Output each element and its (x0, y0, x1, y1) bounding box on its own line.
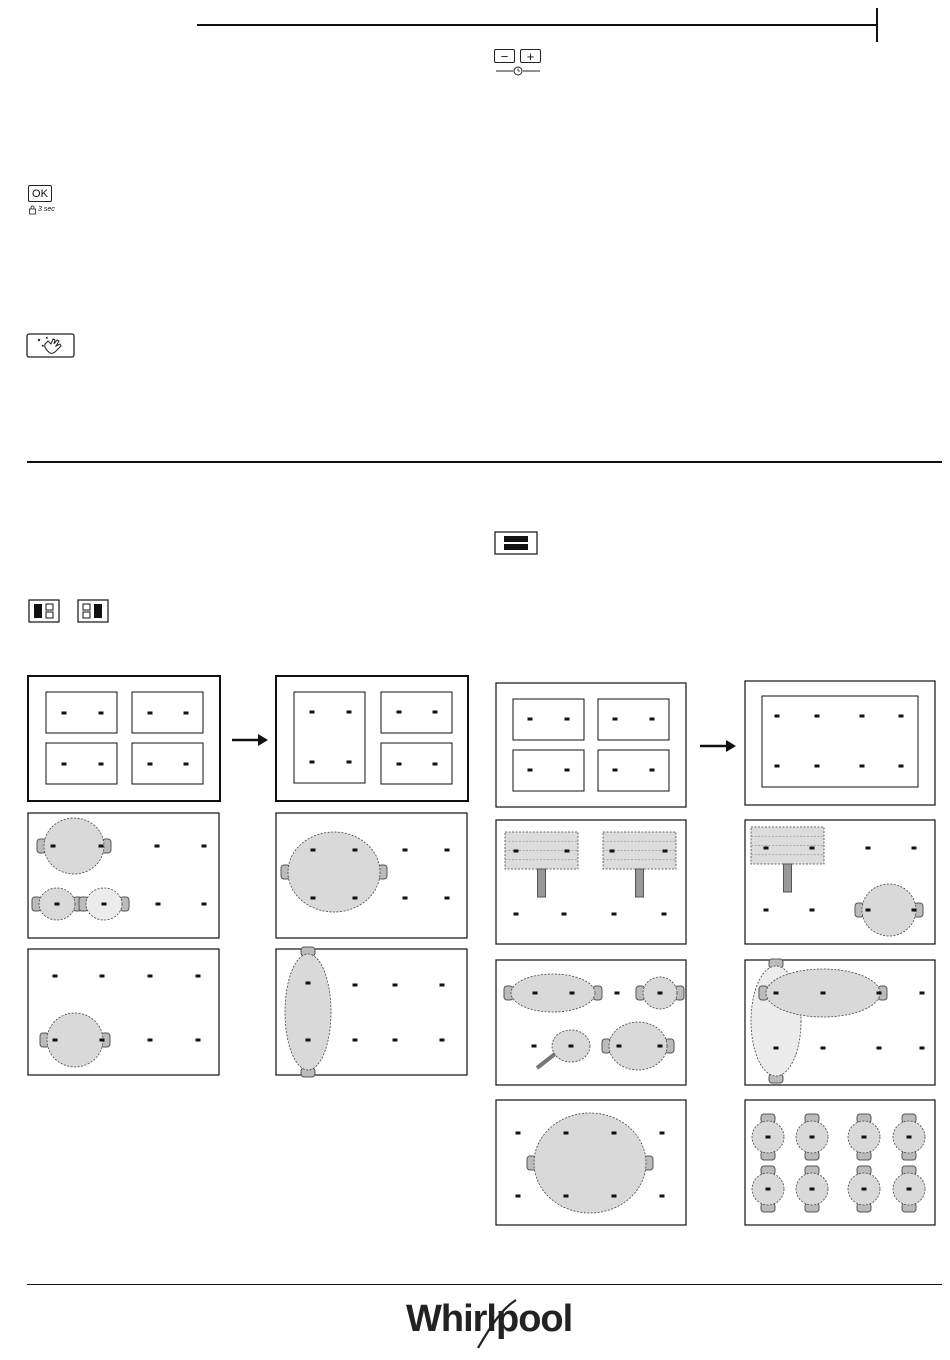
zone-marker (815, 765, 820, 768)
zone-marker (612, 913, 617, 916)
zone-marker (393, 984, 398, 987)
zone-marker (347, 761, 352, 764)
zone-marker (516, 1132, 521, 1135)
pan (285, 954, 331, 1070)
zone-marker (766, 1188, 771, 1191)
zone-marker (62, 712, 67, 715)
zone-marker (532, 1045, 537, 1048)
zone-marker (397, 711, 402, 714)
zone-marker (403, 849, 408, 852)
zone-marker (514, 850, 519, 853)
brand-logo: Whirlpool (406, 1298, 573, 1340)
zone-marker (202, 903, 207, 906)
zone-marker (433, 763, 438, 766)
zone-marker (156, 903, 161, 906)
cooking-zone-diagrams (0, 660, 950, 1240)
zone-marker (514, 913, 519, 916)
zone-marker (866, 909, 871, 912)
zone-marker (99, 712, 104, 715)
cooktop-frame (745, 681, 935, 805)
zone-marker (148, 712, 153, 715)
zone-marker (613, 718, 618, 721)
zone-marker (564, 1195, 569, 1198)
zone-marker (775, 765, 780, 768)
zone-marker (565, 718, 570, 721)
zone-marker (821, 1047, 826, 1050)
zone-marker (764, 847, 769, 850)
zone-marker (353, 849, 358, 852)
pan (288, 832, 380, 912)
zone-marker (810, 1136, 815, 1139)
zone-marker (658, 992, 663, 995)
zone-marker (860, 715, 865, 718)
zone-marker (650, 718, 655, 721)
zone-marker (148, 975, 153, 978)
cooktop-frame (28, 676, 220, 801)
zone-marker (860, 765, 865, 768)
zone-marker (565, 850, 570, 853)
zone-marker (528, 769, 533, 772)
ok-key: OK (28, 185, 52, 202)
zone-marker (100, 1039, 105, 1042)
zone-marker (617, 1045, 622, 1048)
zone-marker (62, 763, 67, 766)
zone-marker (353, 984, 358, 987)
zone-marker (440, 1039, 445, 1042)
zone-marker (877, 1047, 882, 1050)
zone-marker (393, 1039, 398, 1042)
zone-marker (613, 769, 618, 772)
flexi-right-zone-icon (77, 599, 109, 623)
zone-marker (196, 975, 201, 978)
zone-marker (528, 718, 533, 721)
zone-marker (569, 1045, 574, 1048)
timer-icon (494, 64, 542, 78)
zone-marker (397, 763, 402, 766)
zone-marker (564, 1132, 569, 1135)
zone-marker (920, 1047, 925, 1050)
zone-marker (445, 849, 450, 852)
zone-marker (196, 1039, 201, 1042)
zone-marker (774, 992, 779, 995)
zone-marker (570, 992, 575, 995)
zone-marker (877, 992, 882, 995)
zone-marker (516, 1195, 521, 1198)
zone-marker (51, 845, 56, 848)
grill-handle (538, 869, 546, 897)
zone-marker (912, 909, 917, 912)
zone-marker (660, 1132, 665, 1135)
cleaning-hand-icon (26, 333, 76, 359)
lock-icon (28, 205, 38, 215)
zone-marker (306, 1039, 311, 1042)
zone-marker (102, 903, 107, 906)
zone-marker (658, 1045, 663, 1048)
zone-marker (53, 1039, 58, 1042)
zone-marker (610, 850, 615, 853)
grill-handle (784, 864, 792, 892)
zone-marker (815, 715, 820, 718)
pan (511, 974, 595, 1012)
zone-marker (440, 984, 445, 987)
zone-marker (862, 1188, 867, 1191)
zone-marker (899, 765, 904, 768)
full-flexi-zone-icon (494, 531, 538, 555)
zone-marker (310, 711, 315, 714)
zone-marker (766, 1136, 771, 1139)
zone-marker (775, 715, 780, 718)
zone-marker (347, 711, 352, 714)
zone-marker (100, 975, 105, 978)
zone-marker (353, 897, 358, 900)
zone-marker (55, 903, 60, 906)
zone-marker (810, 847, 815, 850)
zone-marker (810, 909, 815, 912)
brand-swoosh (470, 1296, 530, 1356)
zone-marker (866, 847, 871, 850)
zone-marker (433, 711, 438, 714)
zone-marker (533, 992, 538, 995)
zone-marker (899, 715, 904, 718)
zone-marker (562, 913, 567, 916)
arrow-head (258, 734, 268, 746)
grill-handle (636, 869, 644, 897)
zone-marker (565, 769, 570, 772)
zone-marker (99, 763, 104, 766)
zone-marker (907, 1136, 912, 1139)
zone-marker (445, 897, 450, 900)
zone-marker (650, 769, 655, 772)
zone-marker (155, 845, 160, 848)
zone-marker (403, 897, 408, 900)
zone-marker (311, 897, 316, 900)
zone-marker (810, 1188, 815, 1191)
zone-marker (821, 992, 826, 995)
zone-marker (148, 1039, 153, 1042)
zone-marker (862, 1136, 867, 1139)
section-rule (27, 461, 942, 463)
flexi-left-zone-icon (28, 599, 60, 623)
zone-marker (612, 1195, 617, 1198)
zone-marker (920, 992, 925, 995)
zone-marker (53, 975, 58, 978)
zone-marker (907, 1188, 912, 1191)
top-rule-end (876, 8, 878, 42)
zone-marker (99, 845, 104, 848)
zone-marker (615, 992, 620, 995)
cooktop-frame (276, 676, 468, 801)
footer-rule (27, 1284, 942, 1285)
zone-marker (662, 913, 667, 916)
lock-duration-label: 3 sec (38, 206, 55, 213)
zone-marker (912, 847, 917, 850)
arrow-head (726, 740, 736, 752)
zone-marker (764, 909, 769, 912)
zone-marker (660, 1195, 665, 1198)
cooktop-frame (496, 683, 686, 807)
zone-marker (306, 982, 311, 985)
zone-marker (353, 1039, 358, 1042)
minus-key: − (494, 49, 515, 63)
top-rule (197, 24, 877, 26)
zone-marker (184, 763, 189, 766)
zone-marker (148, 763, 153, 766)
plus-key: + (520, 49, 541, 63)
zone-marker (663, 850, 668, 853)
zone-marker (311, 849, 316, 852)
zone-marker (310, 761, 315, 764)
zone-marker (774, 1047, 779, 1050)
zone-marker (202, 845, 207, 848)
pan (534, 1113, 646, 1213)
zone-marker (184, 712, 189, 715)
zone-marker (612, 1132, 617, 1135)
